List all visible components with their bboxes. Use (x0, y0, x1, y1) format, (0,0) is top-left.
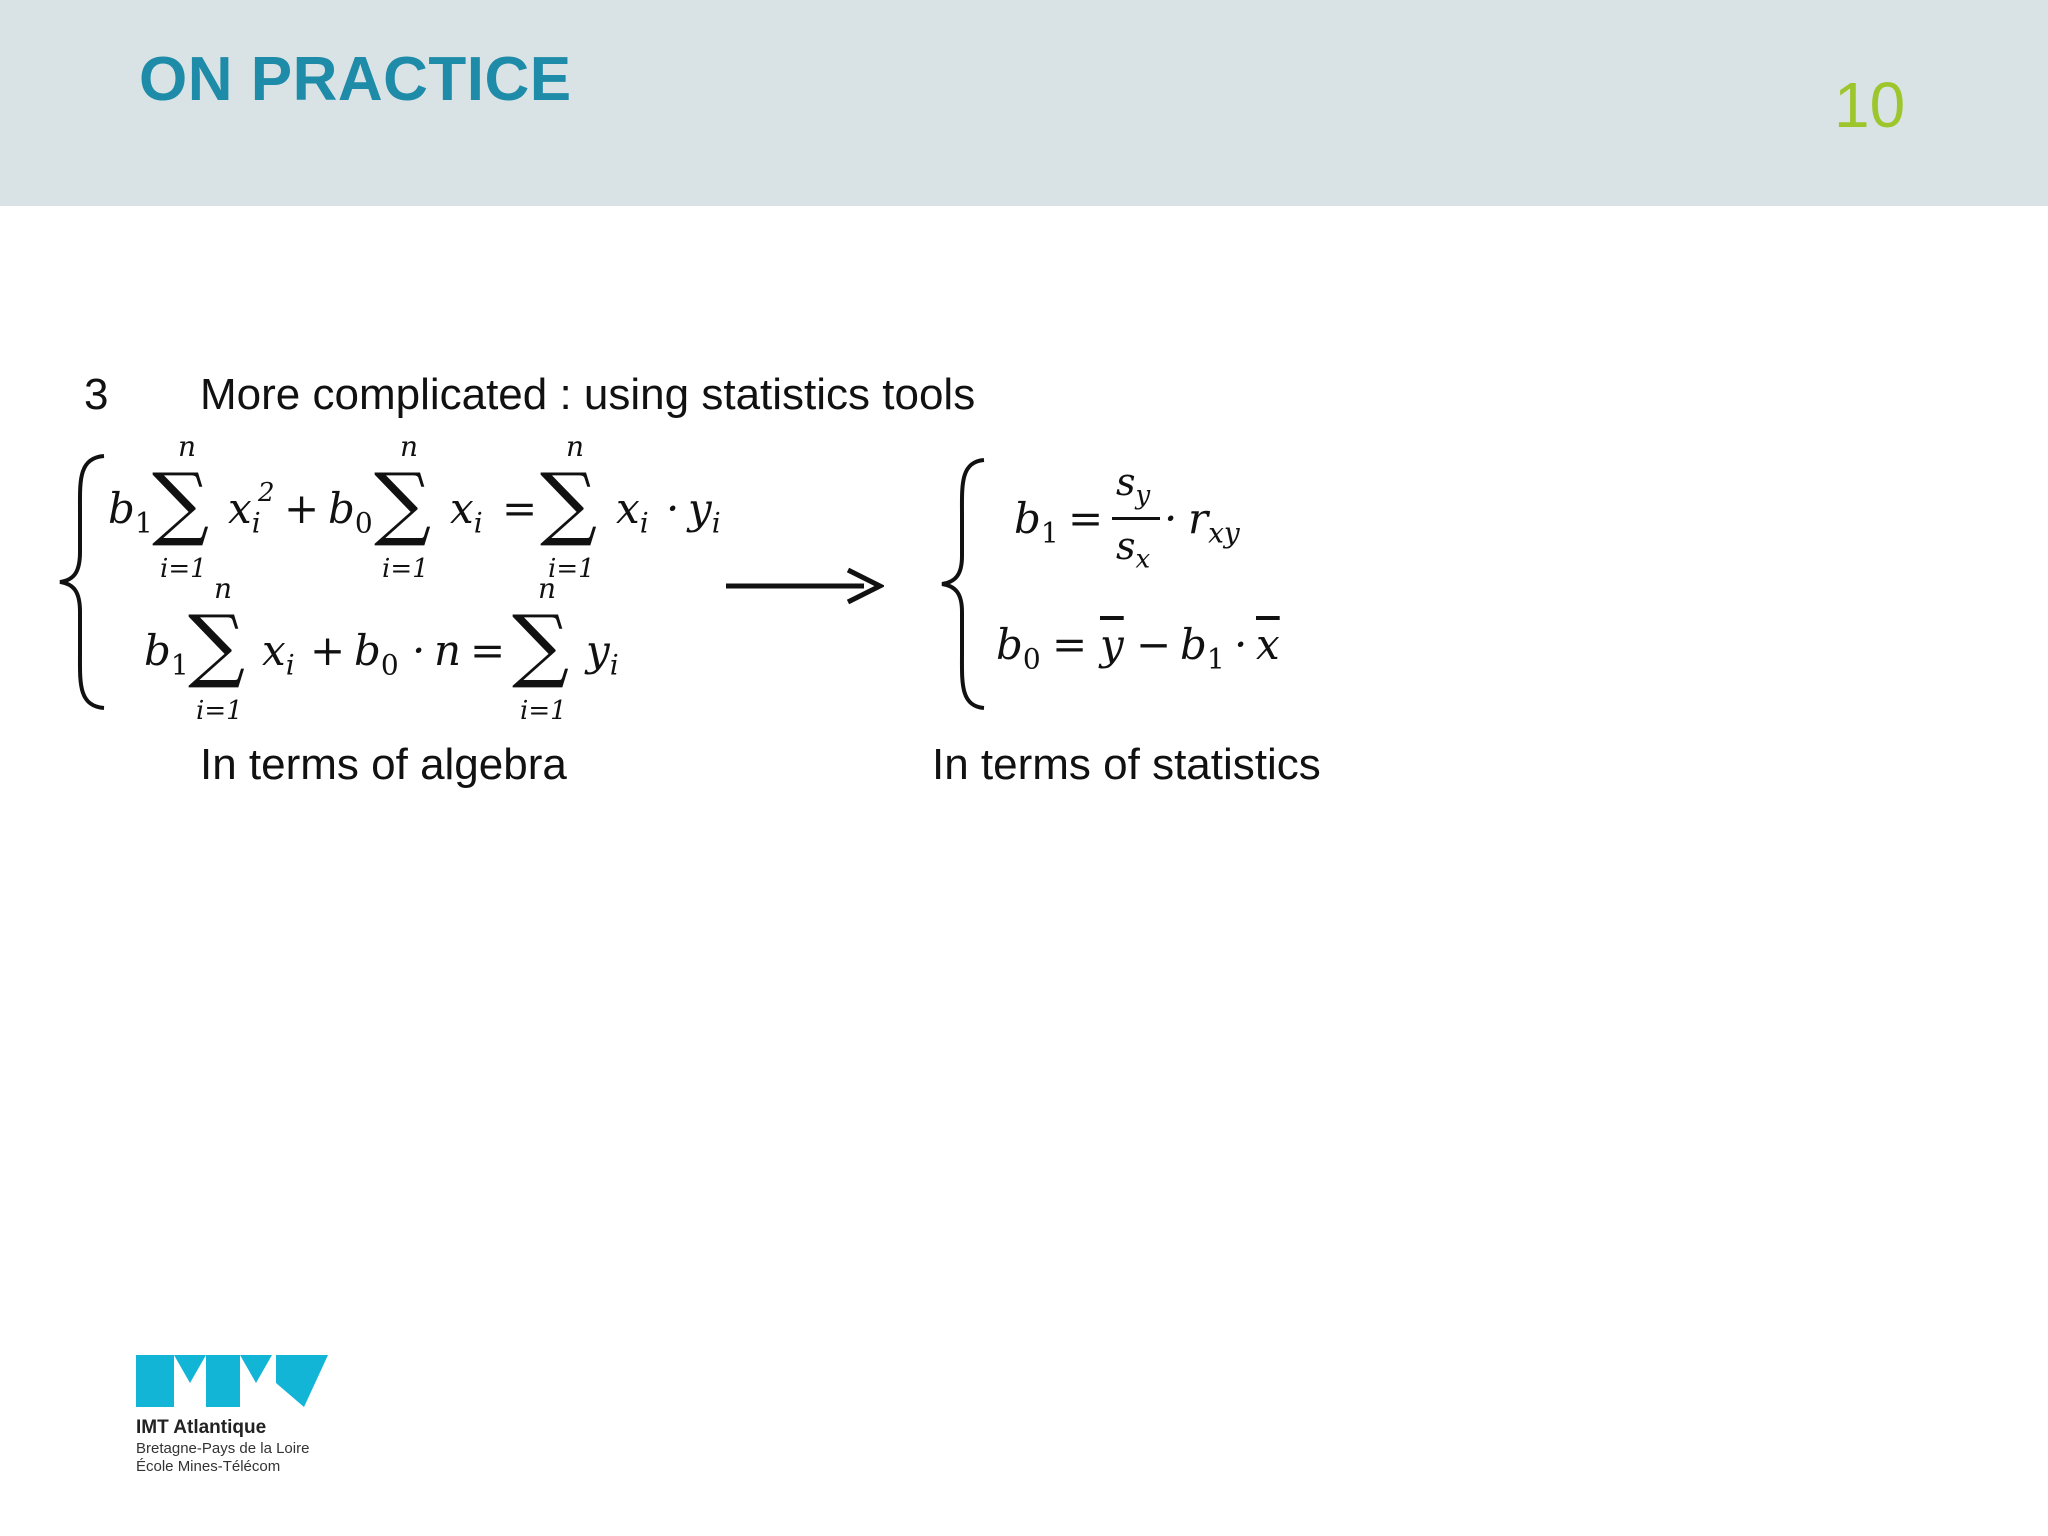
r-xy-term: $r_{xy}$ (1188, 494, 1240, 550)
b1-term: $b_1$ (108, 484, 153, 540)
sigma-symbol: ∑ (188, 598, 246, 691)
logo-name: IMT Atlantique (136, 1417, 267, 1438)
imt-logo-icon (136, 1355, 336, 1415)
x-i-term: $x_i$ (262, 626, 295, 682)
logo-subtitle-2: École Mines-Télécom (136, 1458, 281, 1475)
exponent: 2 (258, 478, 275, 508)
left-brace (56, 452, 110, 712)
equals-sign: = (1068, 494, 1104, 543)
dot-operator: · (1234, 620, 1248, 669)
sum-lower-limit: i=1 (382, 554, 429, 584)
logo-subtitle-1: Bretagne-Pays de la Loire (136, 1440, 310, 1457)
dot-operator: · (1164, 494, 1178, 543)
minus-sign: − (1136, 620, 1172, 669)
dot-operator: · (666, 484, 680, 533)
item-text: More complicated : using statistics tools (200, 370, 976, 419)
sigma-symbol: ∑ (512, 598, 570, 691)
n-term: n (434, 626, 462, 675)
dot-operator: · (412, 626, 426, 675)
slide-title: ON PRACTICE (139, 45, 572, 114)
s-y-numerator: $s_y$ (1116, 460, 1151, 511)
x-squared-term: $x_i$ (228, 484, 261, 540)
x-bar-term: $\overline{x}$ (1256, 620, 1280, 669)
caption-statistics: In terms of statistics (932, 740, 1321, 789)
arrow-icon (724, 566, 884, 606)
right-brace (938, 456, 992, 712)
sigma-symbol: ∑ (152, 456, 210, 549)
sum-upper-limit: n (538, 572, 557, 605)
sum-upper-limit: n (214, 572, 233, 605)
b1-term: $b_1$ (1014, 494, 1059, 550)
sum-lower-limit: i=1 (160, 554, 207, 584)
fraction-bar (1112, 517, 1160, 520)
sum-lower-limit: i=1 (196, 696, 243, 726)
b1-term: $b_1$ (144, 626, 189, 682)
x-i-term: $x_i$ (450, 484, 483, 540)
sum-lower-limit: i=1 (520, 696, 567, 726)
b1-term: $b_1$ (1180, 620, 1225, 676)
s-x-denominator: $s_x$ (1116, 524, 1151, 575)
sigma-symbol: ∑ (540, 456, 598, 549)
sum-lower-limit: i=1 (548, 554, 595, 584)
b0-term: $b_0$ (996, 620, 1041, 676)
y-i-term: $y_i$ (688, 484, 721, 540)
sum-upper-limit: n (566, 430, 585, 463)
sum-upper-limit: n (178, 430, 197, 463)
equals-sign: = (502, 484, 538, 533)
plus-sign: + (310, 626, 346, 675)
sigma-symbol: ∑ (374, 456, 432, 549)
item-number: 3 (84, 370, 109, 419)
y-i-term: $y_i$ (586, 626, 619, 682)
slide-number: 10 (1834, 69, 1906, 141)
y-bar-term: $\overline{y}$ (1100, 620, 1124, 669)
equals-sign: = (1052, 620, 1088, 669)
caption-algebra: In terms of algebra (200, 740, 567, 789)
plus-sign: + (284, 484, 320, 533)
sum-upper-limit: n (400, 430, 419, 463)
b0-term: $b_0$ (354, 626, 399, 682)
equals-sign: = (470, 626, 506, 675)
x-i-term: $x_i$ (616, 484, 649, 540)
b0-term: $b_0$ (328, 484, 373, 540)
